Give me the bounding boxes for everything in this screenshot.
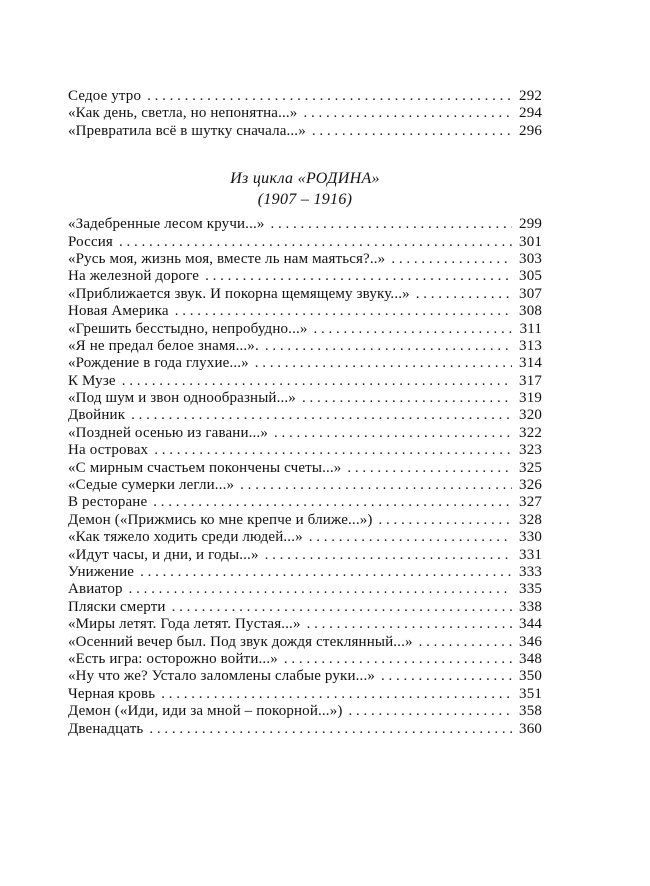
toc-entry-title: «Задебренные лесом кручи...»: [68, 216, 265, 233]
dot-leader: [303, 105, 512, 122]
toc-entry-page-number: 313: [519, 337, 542, 354]
toc-entry-page-number: 335: [519, 581, 542, 598]
toc-entry: [68, 460, 542, 477]
toc-entry: [68, 268, 542, 285]
toc-entry-title: На железной дороге: [68, 268, 200, 285]
toc-entry: [68, 616, 542, 633]
dot-leader: [391, 251, 512, 268]
toc-entry-title: «Приближается звук. И покорна щемящему звуку...»: [68, 285, 410, 302]
dot-leader: [302, 390, 512, 407]
toc-entry-page-number: 351: [519, 685, 542, 702]
toc-entry-title: Россия: [68, 233, 113, 250]
toc-entry-title: «Осенний вечер был. Под звук дождя стеклянный...»: [68, 633, 413, 650]
toc-entry-page-number: 301: [519, 233, 542, 250]
toc-entry: [68, 529, 542, 546]
toc-entry: [68, 390, 542, 407]
toc-entry: [68, 303, 542, 320]
toc-entry-title: «Миры летят. Года летят. Пустая...»: [68, 616, 301, 633]
dot-leader: [122, 373, 512, 390]
dot-leader: [153, 494, 512, 511]
toc-entry-page-number: 348: [519, 650, 542, 667]
toc-entry-page-number: 350: [519, 668, 542, 685]
toc-entry-page-number: 317: [519, 372, 542, 389]
dot-leader: [416, 286, 512, 303]
toc-entry-title: К Музе: [68, 372, 116, 389]
section-heading-years: (1907 – 1916): [257, 191, 353, 209]
toc-entry-title: «Поздней осенью из гавани...»: [68, 424, 268, 441]
dot-leader: [381, 668, 512, 685]
toc-entry: [68, 338, 542, 355]
toc-entry: [68, 668, 542, 685]
toc-entry-page-number: 338: [519, 598, 542, 615]
dot-leader: [205, 268, 512, 285]
toc-entry-page-number: 296: [519, 122, 542, 139]
dot-leader: [154, 442, 512, 459]
toc-entry-title: Унижение: [68, 563, 135, 580]
dot-leader: [274, 425, 512, 442]
toc-entry: [68, 599, 542, 616]
toc-entry: [68, 547, 542, 564]
toc-entry-page-number: 303: [519, 250, 542, 267]
toc-entry-page-number: 331: [519, 546, 542, 563]
dot-leader: [149, 721, 512, 738]
toc-entry-page-number: 322: [519, 424, 542, 441]
toc-entry-title: Демон («Иди, иди за мной – покорной...»): [68, 703, 343, 720]
toc-entry-title: Седое утро: [68, 88, 142, 104]
dot-leader: [419, 634, 512, 651]
toc-entry-title: «Грешить бесстыдно, непробудно...»: [68, 320, 308, 337]
toc-entry: [68, 477, 542, 494]
dot-leader: [347, 460, 512, 477]
dot-leader: [312, 123, 512, 140]
toc-section-2: [68, 216, 542, 738]
toc-entry-title: «Русь моя, жизнь моя, вместе ль нам маяться?..»: [68, 250, 386, 267]
toc-entry: [68, 425, 542, 442]
toc-entry: [68, 651, 542, 668]
toc-entry-page-number: 328: [519, 511, 542, 528]
toc-entry: [68, 286, 542, 303]
dot-leader: [175, 303, 512, 320]
toc-page: [68, 88, 542, 738]
toc-entry-title: «Рождение в года глухие...»: [68, 355, 249, 372]
toc-entry: [68, 355, 542, 372]
dot-leader: [379, 512, 512, 529]
toc-entry-page-number: 358: [519, 703, 542, 720]
dot-leader: [255, 355, 512, 372]
toc-entry-page-number: 314: [519, 355, 542, 372]
toc-entry-page-number: 326: [519, 477, 542, 494]
toc-entry: [68, 373, 542, 390]
section-heading-title: Из цикла «РОДИНА»: [230, 170, 380, 188]
dot-leader: [284, 651, 512, 668]
toc-entry-title: «Ну что же? Устало заломлены слабые руки...»: [68, 668, 375, 685]
toc-entry-page-number: 320: [519, 407, 542, 424]
dot-leader: [309, 529, 512, 546]
toc-entry-title: «Седые сумерки легли...»: [68, 477, 235, 494]
toc-entry-title: В ресторане: [68, 494, 148, 511]
toc-entry-title: Демон («Прижмись ко мне крепче и ближе...»): [68, 511, 373, 528]
toc-entry-page-number: 292: [519, 88, 542, 104]
dot-leader: [161, 686, 512, 703]
toc-entry-page-number: 308: [519, 303, 542, 320]
dot-leader: [349, 703, 513, 720]
toc-entry: [68, 512, 542, 529]
toc-entry: [68, 105, 542, 122]
toc-entry-page-number: 311: [519, 320, 542, 337]
toc-entry: [68, 216, 542, 233]
toc-entry-title: Новая Америка: [68, 303, 169, 320]
section-heading-block: [68, 168, 542, 210]
dot-leader: [314, 321, 512, 338]
dot-leader: [307, 616, 512, 633]
toc-entry: [68, 581, 542, 598]
toc-entry: [68, 494, 542, 511]
toc-entry-title: «Превратила всё в шутку сначала...»: [68, 122, 306, 139]
toc-entry-page-number: 333: [519, 563, 542, 580]
toc-entry-page-number: 323: [519, 442, 542, 459]
toc-entry-page-number: 319: [519, 390, 542, 407]
dot-leader: [147, 88, 512, 105]
toc-entry: [68, 321, 542, 338]
toc-entry: [68, 407, 542, 424]
toc-entry-page-number: 294: [519, 105, 542, 122]
toc-entry-title: На островах: [68, 442, 149, 459]
dot-leader: [265, 547, 512, 564]
toc-entry-page-number: 299: [519, 216, 542, 233]
toc-entry-title: «Как день, светла, но непонятна...»: [68, 105, 298, 122]
toc-entry: [68, 88, 542, 105]
dot-leader: [140, 564, 512, 581]
toc-entry-page-number: 325: [519, 459, 542, 476]
toc-entry: [68, 721, 542, 738]
toc-entry-title: Авиатор: [68, 581, 123, 598]
toc-entry-title: «Идут часы, и дни, и годы...»: [68, 546, 259, 563]
toc-entry: [68, 564, 542, 581]
dot-leader: [172, 599, 512, 616]
toc-entry-page-number: 305: [519, 268, 542, 285]
toc-entry-page-number: 344: [519, 616, 542, 633]
toc-entry-title: «С мирным счастьем покончены счеты...»: [68, 459, 342, 476]
toc-entry-page-number: 360: [519, 720, 542, 737]
toc-entry-title: «Под шум и звон однообразный...»: [68, 390, 296, 407]
toc-entry-title: «Я не предал белое знамя...».: [68, 337, 259, 354]
toc-entry-page-number: 346: [519, 633, 542, 650]
toc-entry-title: «Есть игра: осторожно войти...»: [68, 650, 278, 667]
toc-entry-title: Двенадцать: [68, 720, 144, 737]
dot-leader: [129, 581, 512, 598]
toc-entry: [68, 123, 542, 140]
toc-entry-title: Двойник: [68, 407, 126, 424]
toc-section-1: [68, 88, 542, 140]
toc-entry: [68, 634, 542, 651]
dot-leader: [119, 234, 512, 251]
dot-leader: [265, 338, 512, 355]
toc-entry-title: Пляски смерти: [68, 598, 166, 615]
toc-entry-page-number: 327: [519, 494, 542, 511]
toc-entry: [68, 703, 542, 720]
dot-leader: [240, 477, 512, 494]
toc-entry: [68, 686, 542, 703]
toc-entry-title: «Как тяжело ходить среди людей...»: [68, 529, 303, 546]
dot-leader: [131, 407, 512, 424]
toc-entry-title: Черная кровь: [68, 685, 156, 702]
toc-entry-page-number: 330: [519, 529, 542, 546]
toc-entry: [68, 234, 542, 251]
toc-entry-page-number: 307: [519, 285, 542, 302]
dot-leader: [271, 216, 512, 233]
toc-entry: [68, 442, 542, 459]
toc-entry: [68, 251, 542, 268]
